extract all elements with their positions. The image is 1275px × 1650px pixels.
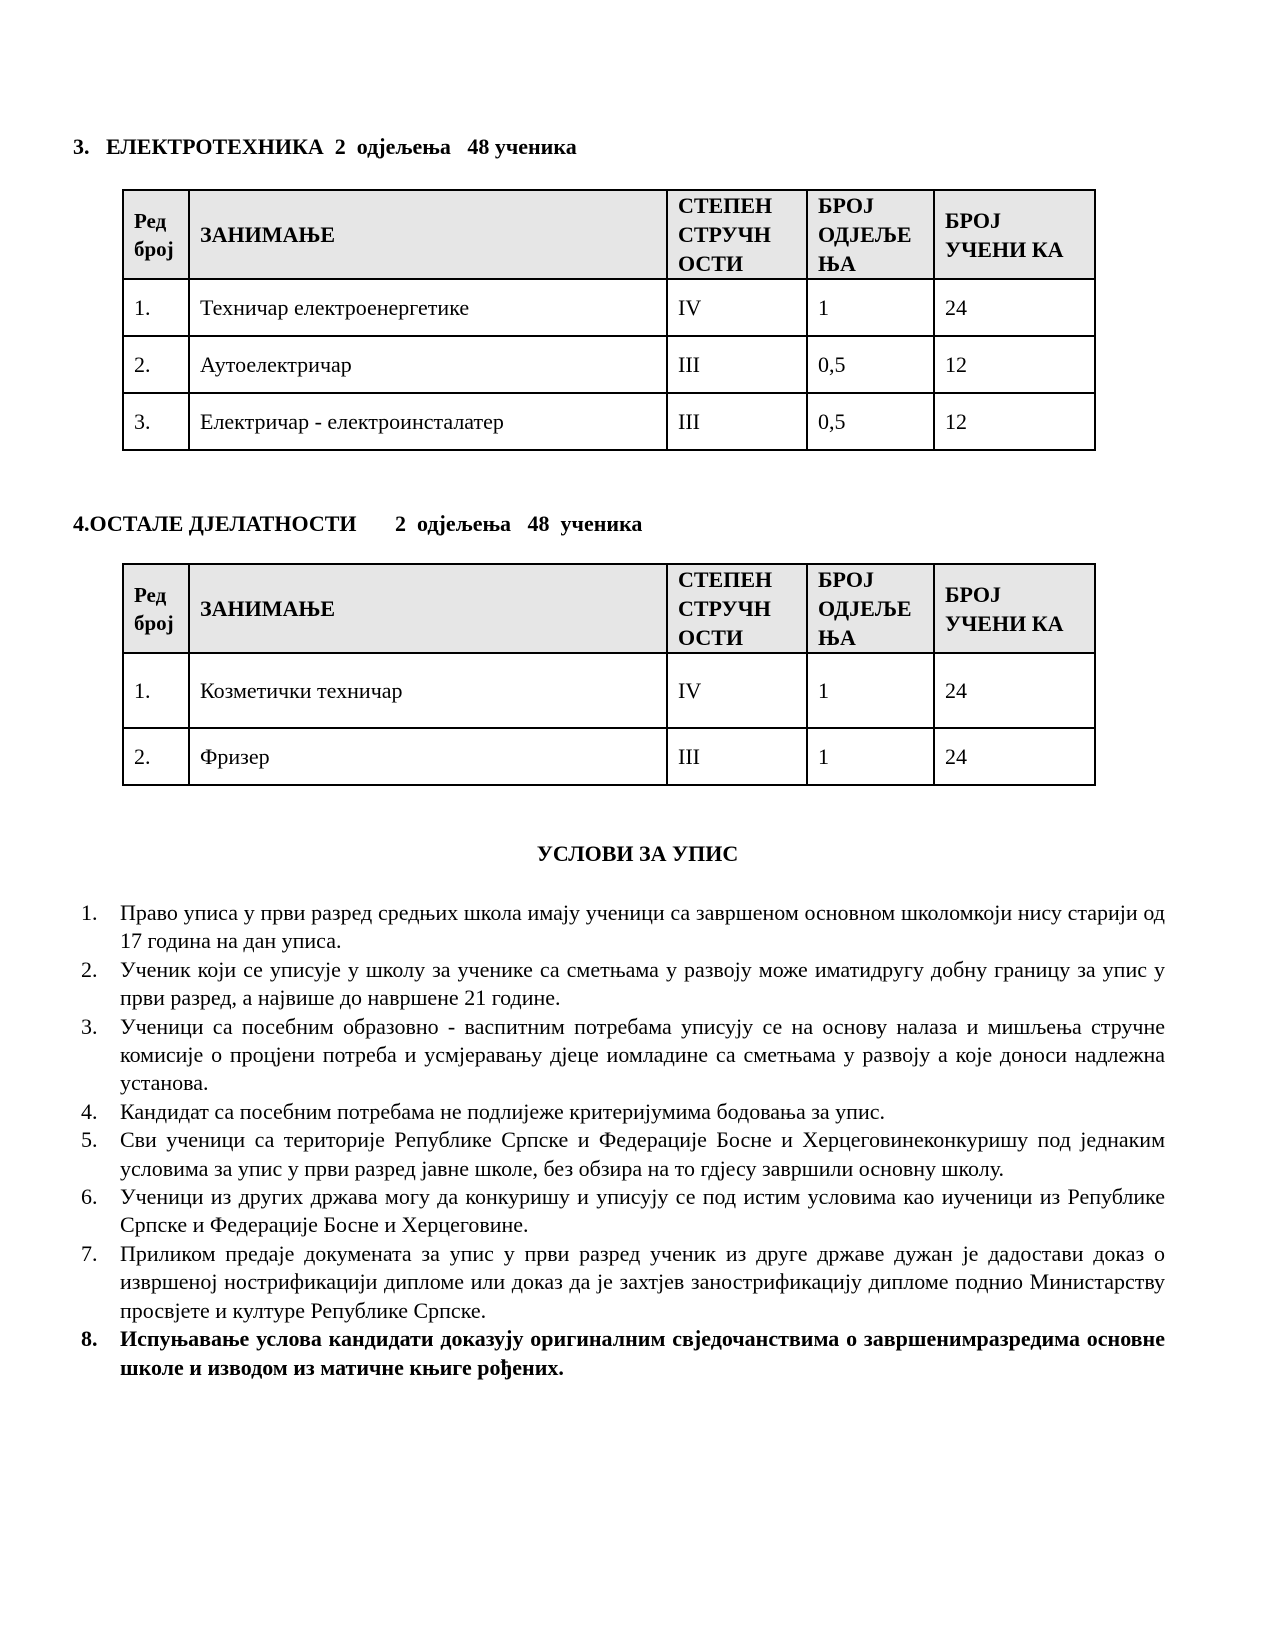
cell-classes: 1	[807, 728, 934, 785]
cell-degree: III	[667, 728, 807, 785]
cell-classes: 0,5	[807, 393, 934, 450]
cell-occupation: Фризер	[189, 728, 667, 785]
list-item-number: 7.	[81, 1240, 98, 1266]
cell-occupation: Електричар - електроинсталатер	[189, 393, 667, 450]
cell-rb: 2.	[123, 336, 189, 393]
cell-students: 24	[934, 279, 1095, 336]
conditions-title: УСЛОВИ ЗА УПИС	[536, 841, 739, 866]
section-4-heading: 4.ОСТАЛЕ ДЈЕЛАТНОСТИ 2 одјељења 48 ученика	[73, 511, 643, 536]
col-header-occupation: ЗАНИМАЊЕ	[189, 190, 667, 279]
col-header-rb: Ред број	[123, 564, 189, 653]
list-item	[73, 1240, 1165, 1325]
cell-occupation: Техничар електроенергетике	[189, 279, 667, 336]
table-header-row	[123, 564, 1095, 653]
cell-degree: III	[667, 336, 807, 393]
cell-occupation: Козметички техничар	[189, 653, 667, 728]
list-item	[73, 1013, 1165, 1098]
cell-occupation: Аутоелектричар	[189, 336, 667, 393]
list-item	[73, 1126, 1165, 1183]
list-item	[73, 1183, 1165, 1240]
cell-rb: 1.	[123, 653, 189, 728]
list-item-text: Ученици са посебним образовно - васпитним потребама уписују се на основу налаза и мишљења стручне комисије о процјени потреба и усмјеравању дјеце иомладине са сметњама у развоју а које доноси надлежна установа.	[120, 1013, 1165, 1096]
cell-classes: 1	[807, 279, 934, 336]
cell-students: 12	[934, 393, 1095, 450]
cell-students: 12	[934, 336, 1095, 393]
cell-degree: IV	[667, 653, 807, 728]
col-header-degree: СТЕПЕН СТРУЧН ОСТИ	[667, 564, 807, 653]
table-row	[123, 653, 1095, 728]
col-header-rb: Ред број	[123, 190, 189, 279]
list-item	[73, 956, 1165, 1013]
list-item-number: 1.	[81, 900, 98, 925]
table-row	[123, 393, 1095, 450]
section-3-heading: 3. ЕЛЕКТРОТЕХНИКА 2 одјељења 48 ученика	[73, 134, 577, 159]
list-item-number: 3.	[81, 1013, 98, 1039]
cell-rb: 1.	[123, 279, 189, 336]
list-item-number: 6.	[81, 1184, 98, 1210]
table-row	[123, 279, 1095, 336]
list-item	[73, 1098, 1165, 1126]
list-item	[73, 1325, 1165, 1382]
list-item	[73, 899, 1165, 956]
list-item-number: 2.	[81, 956, 98, 982]
cell-students: 24	[934, 728, 1095, 785]
list-item-text: Кандидат са посебним потребама не подлијеже критеријумима бодовања за упис.	[120, 1098, 885, 1124]
cell-degree: IV	[667, 279, 807, 336]
list-item-text: Приликом предаје докумената за упис у први разред ученик из друге државе дужан је дадостави доказ о извршеној нострификацији дипломе или доказ да је захтјев занострификацију дипломе поднио Министарству просвјете и културе Републике Српске.	[120, 1240, 1165, 1323]
conditions-list	[73, 899, 1165, 1382]
table-header-row	[123, 190, 1095, 279]
cell-classes: 1	[807, 653, 934, 728]
table-row	[123, 728, 1095, 785]
col-header-students: БРОЈ УЧЕНИ КА	[934, 564, 1095, 653]
list-item-number: 4.	[81, 1098, 98, 1124]
list-item-number: 5.	[81, 1127, 98, 1153]
list-item-number: 8.	[81, 1326, 98, 1352]
cell-rb: 3.	[123, 393, 189, 450]
list-item-text: Сви ученици са територије Републике Српске и Федерације Босне и Херцеговинеконкуришу под једнаким условима за упис у први разред јавне школе, без обзира на то гдјесу завршили основну школу.	[120, 1127, 1165, 1181]
col-header-students: БРОЈ УЧЕНИ КА	[934, 190, 1095, 279]
cell-degree: III	[667, 393, 807, 450]
col-header-classes: БРОЈ ОДЈЕЉЕ ЊА	[807, 190, 934, 279]
cell-classes: 0,5	[807, 336, 934, 393]
list-item-text: Ученици из других држава могу да конкуришу и уписују се под истим условима као иученици из Републике Српске и Федерације Босне и Херцеговине.	[120, 1184, 1165, 1238]
occupations-table-electrotechnics	[122, 189, 1096, 451]
list-item-text: Ученик који се уписује у школу за ученике са сметњама у развоју може иматидругу добну границу за упис у први разред, а највише до навршене 21 године.	[120, 956, 1165, 1011]
col-header-degree: СТЕПЕН СТРУЧН ОСТИ	[667, 190, 807, 279]
table-row	[123, 336, 1095, 393]
col-header-occupation: ЗАНИМАЊЕ	[189, 564, 667, 653]
cell-students: 24	[934, 653, 1095, 728]
list-item-text: Испуњавање услова кандидати доказују оригиналним свједочанствима о завршенимразредима основне школе и изводом из матичне књиге рођених.	[120, 1326, 1165, 1380]
list-item-text: Право уписа у први разред средњих школа имају ученици са завршеном основном школомкоји нису старији од 17 година на дан уписа.	[120, 900, 1165, 954]
occupations-table-other	[122, 563, 1096, 786]
cell-rb: 2.	[123, 728, 189, 785]
col-header-classes: БРОЈ ОДЈЕЉЕ ЊА	[807, 564, 934, 653]
